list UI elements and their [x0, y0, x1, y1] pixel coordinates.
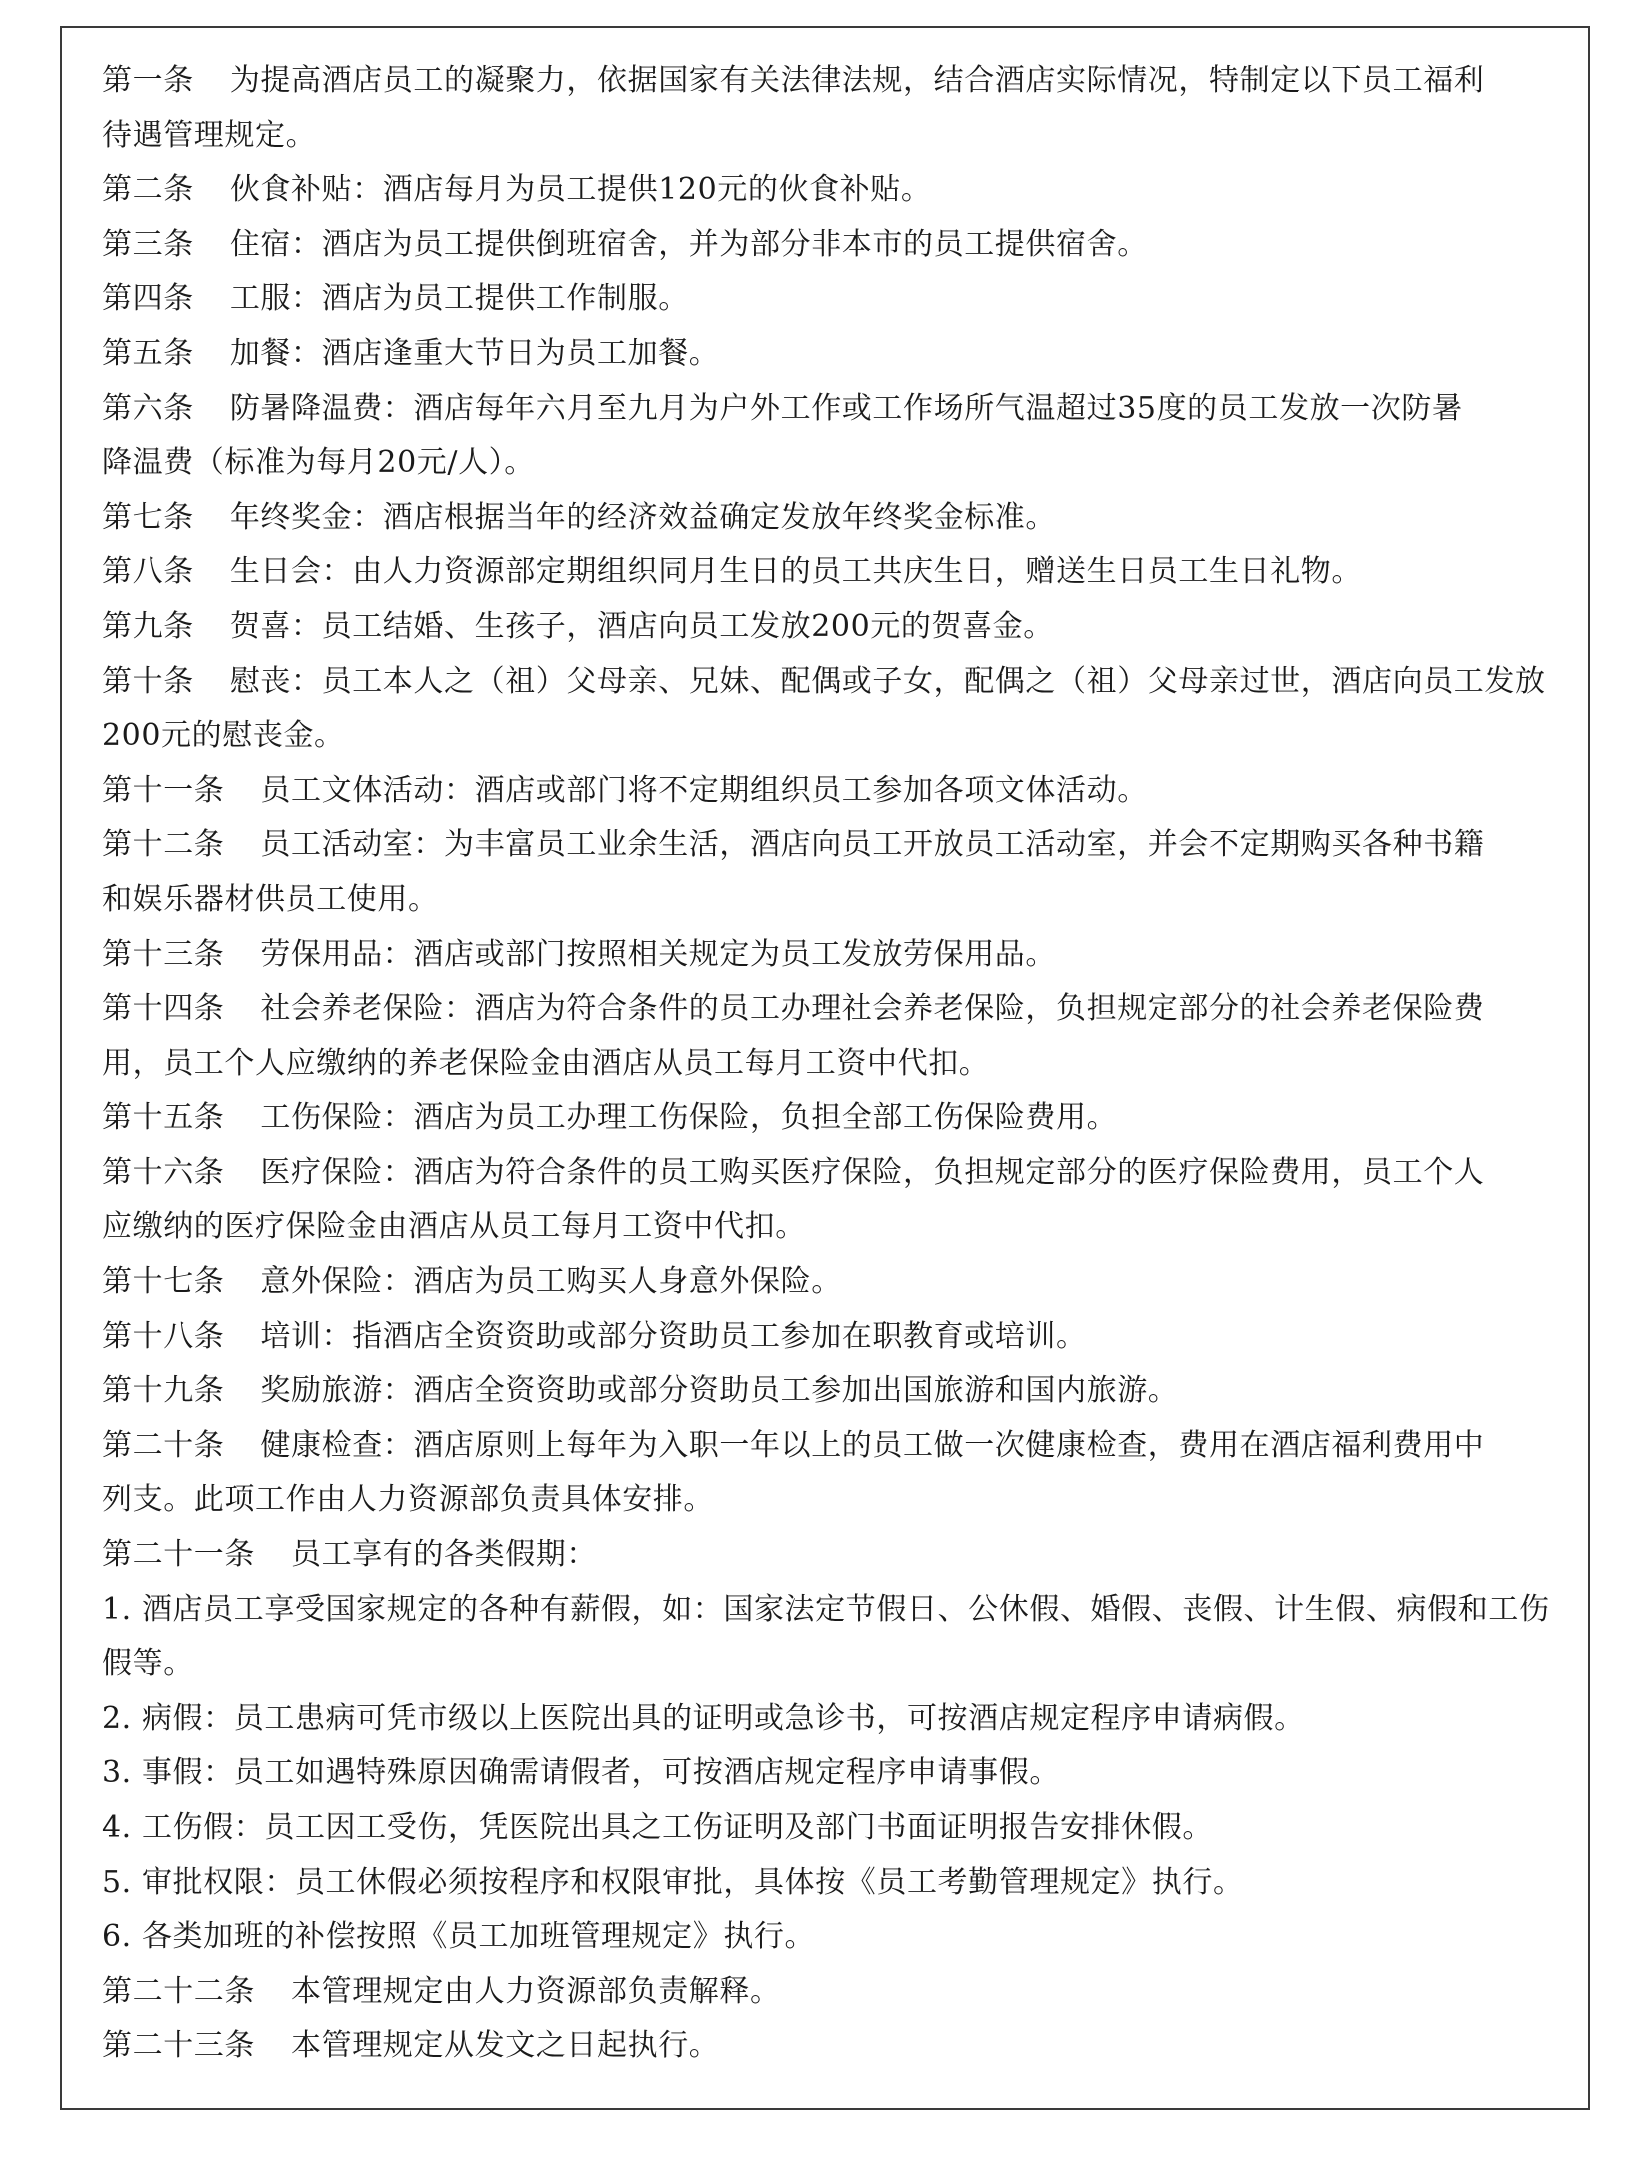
- article-text: 防暑降温费：酒店每年六月至九月为户外工作或工作场所气温超过35度的员工发放一次防暑: [229, 390, 1463, 426]
- article-line: [102, 982, 1562, 1037]
- article-text: 工服：酒店为员工提供工作制服。: [229, 281, 689, 317]
- continuation-line: [102, 1200, 1562, 1255]
- article-number: 第二十条: [102, 1427, 225, 1463]
- article-text: 培训：指酒店全资资助或部分资助员工参加在职教育或培训。: [260, 1318, 1087, 1354]
- article-text: 生日会：由人力资源部定期组织同月生日的员工共庆生日，赠送生日员工生日礼物。: [229, 554, 1363, 590]
- article-line: [102, 764, 1562, 819]
- continuation-line: [102, 1856, 1562, 1911]
- article-number: 第十二条: [102, 827, 225, 863]
- article-line: [102, 163, 1562, 218]
- article-line: [102, 1419, 1562, 1474]
- article-text: 贺喜：员工结婚、生孩子，酒店向员工发放200元的贺喜金。: [229, 608, 1054, 644]
- article-number: 第四条: [102, 281, 194, 317]
- article-number: 第二十一条: [102, 1537, 255, 1573]
- article-text: 意外保险：酒店为员工购买人身意外保险。: [260, 1264, 842, 1300]
- article-line: [102, 1528, 1562, 1583]
- article-text: 2. 病假：员工患病可凭市级以上医院出具的证明或急诊书，可按酒店规定程序申请病假。: [102, 1700, 1305, 1736]
- article-text: 应缴纳的医疗保险金由酒店从员工每月工资中代扣。: [102, 1209, 806, 1245]
- article-line: [102, 1310, 1562, 1365]
- continuation-line: [102, 1692, 1562, 1747]
- article-text: 年终奖金：酒店根据当年的经济效益确定发放年终奖金标准。: [229, 499, 1057, 535]
- article-text: 工伤保险：酒店为员工办理工伤保险，负担全部工伤保险费用。: [260, 1100, 1118, 1136]
- article-number: 第五条: [102, 335, 194, 371]
- article-text: 员工活动室：为丰富员工业余生活，酒店向员工开放员工活动室，并会不定期购买各种书籍: [260, 827, 1485, 863]
- article-text: 慰丧：员工本人之（祖）父母亲、兄妹、配偶或子女，配偶之（祖）父母亲过世，酒店向员工发放: [229, 663, 1546, 699]
- article-number: 第二条: [102, 172, 194, 208]
- article-text: 加餐：酒店逢重大节日为员工加餐。: [229, 335, 720, 371]
- article-number: 第九条: [102, 608, 194, 644]
- article-line: [102, 2019, 1562, 2074]
- article-line: [102, 382, 1562, 437]
- article-text: 奖励旅游：酒店全资资助或部分资助员工参加出国旅游和国内旅游。: [260, 1373, 1179, 1409]
- continuation-line: [102, 109, 1562, 164]
- article-number: 第八条: [102, 554, 194, 590]
- article-number: 第十条: [102, 663, 194, 699]
- article-text: 伙食补贴：酒店每月为员工提供120元的伙食补贴。: [229, 172, 932, 208]
- article-number: 第三条: [102, 226, 194, 262]
- article-text: 本管理规定从发文之日起执行。: [291, 2028, 720, 2064]
- article-line: [102, 818, 1562, 873]
- article-line: [102, 327, 1562, 382]
- article-number: 第十五条: [102, 1100, 225, 1136]
- article-text: 医疗保险：酒店为符合条件的员工购买医疗保险，负担规定部分的医疗保险费用，员工个人: [260, 1154, 1485, 1190]
- article-number: 第十四条: [102, 991, 225, 1027]
- continuation-line: [102, 436, 1562, 491]
- continuation-line: [102, 1746, 1562, 1801]
- article-text: 降温费（标准为每月20元/人）。: [102, 445, 535, 481]
- article-text: 住宿：酒店为员工提供倒班宿舍，并为部分非本市的员工提供宿舍。: [229, 226, 1148, 262]
- article-line: [102, 655, 1562, 710]
- article-number: 第十一条: [102, 772, 225, 808]
- article-text: 4. 工伤假：员工因工受伤，凭医院出具之工伤证明及部门书面证明报告安排休假。: [102, 1810, 1213, 1845]
- article-number: 第十九条: [102, 1373, 225, 1409]
- article-line: [102, 545, 1562, 600]
- article-line: [102, 1091, 1562, 1146]
- article-number: 第十七条: [102, 1264, 225, 1300]
- article-text: 待遇管理规定。: [102, 117, 317, 153]
- article-number: 第二十三条: [102, 2028, 255, 2064]
- article-line: [102, 1255, 1562, 1310]
- article-number: 第七条: [102, 499, 194, 535]
- article-line: [102, 272, 1562, 327]
- regulation-text: [102, 54, 1562, 2074]
- continuation-line: [102, 1473, 1562, 1528]
- continuation-line: [102, 1801, 1562, 1856]
- continuation-line: [102, 1910, 1562, 1965]
- article-line: [102, 491, 1562, 546]
- article-line: [102, 1146, 1562, 1201]
- article-line: [102, 1364, 1562, 1419]
- article-text: 劳保用品：酒店或部门按照相关规定为员工发放劳保用品。: [260, 936, 1057, 972]
- article-number: 第一条: [102, 63, 194, 98]
- continuation-line: [102, 1037, 1562, 1092]
- article-text: 为提高酒店员工的凝聚力，依据国家有关法律法规，结合酒店实际情况，特制定以下员工福利: [229, 63, 1485, 98]
- article-text: 和娱乐器材供员工使用。: [102, 881, 439, 917]
- continuation-line: [102, 709, 1562, 764]
- article-text: 员工享有的各类假期：: [291, 1537, 597, 1573]
- article-number: 第二十二条: [102, 1973, 255, 2009]
- article-text: 社会养老保险：酒店为符合条件的员工办理社会养老保险，负担规定部分的社会养老保险费: [260, 991, 1485, 1027]
- article-text: 用，员工个人应缴纳的养老保险金由酒店从员工每月工资中代扣。: [102, 1045, 990, 1081]
- article-text: 列支。此项工作由人力资源部负责具体安排。: [102, 1482, 714, 1518]
- article-line: [102, 928, 1562, 983]
- article-text: 健康检查：酒店原则上每年为入职一年以上的员工做一次健康检查，费用在酒店福利费用中: [260, 1427, 1485, 1463]
- article-line: [102, 218, 1562, 273]
- article-number: 第十六条: [102, 1154, 225, 1190]
- article-number: 第六条: [102, 390, 194, 426]
- continuation-line: [102, 1637, 1562, 1692]
- article-line: [102, 1965, 1562, 2020]
- article-text: 假等。: [102, 1646, 194, 1682]
- article-number: 第十八条: [102, 1318, 225, 1354]
- article-text: 5. 审批权限：员工休假必须按程序和权限审批，具体按《员工考勤管理规定》执行。: [102, 1864, 1244, 1900]
- article-line: [102, 54, 1562, 109]
- article-text: 6. 各类加班的补偿按照《员工加班管理规定》执行。: [102, 1919, 816, 1955]
- article-text: 200元的慰丧金。: [102, 718, 345, 754]
- continuation-line: [102, 1583, 1562, 1638]
- article-text: 本管理规定由人力资源部负责解释。: [291, 1973, 781, 2009]
- article-text: 3. 事假：员工如遇特殊原因确需请假者，可按酒店规定程序申请事假。: [102, 1755, 1060, 1791]
- article-line: [102, 600, 1562, 655]
- continuation-line: [102, 873, 1562, 928]
- article-text: 员工文体活动：酒店或部门将不定期组织员工参加各项文体活动。: [260, 772, 1148, 808]
- article-text: 1. 酒店员工享受国家规定的各种有薪假，如：国家法定节假日、公休假、婚假、丧假、计生假、病假和工伤: [102, 1591, 1550, 1627]
- article-number: 第十三条: [102, 936, 225, 972]
